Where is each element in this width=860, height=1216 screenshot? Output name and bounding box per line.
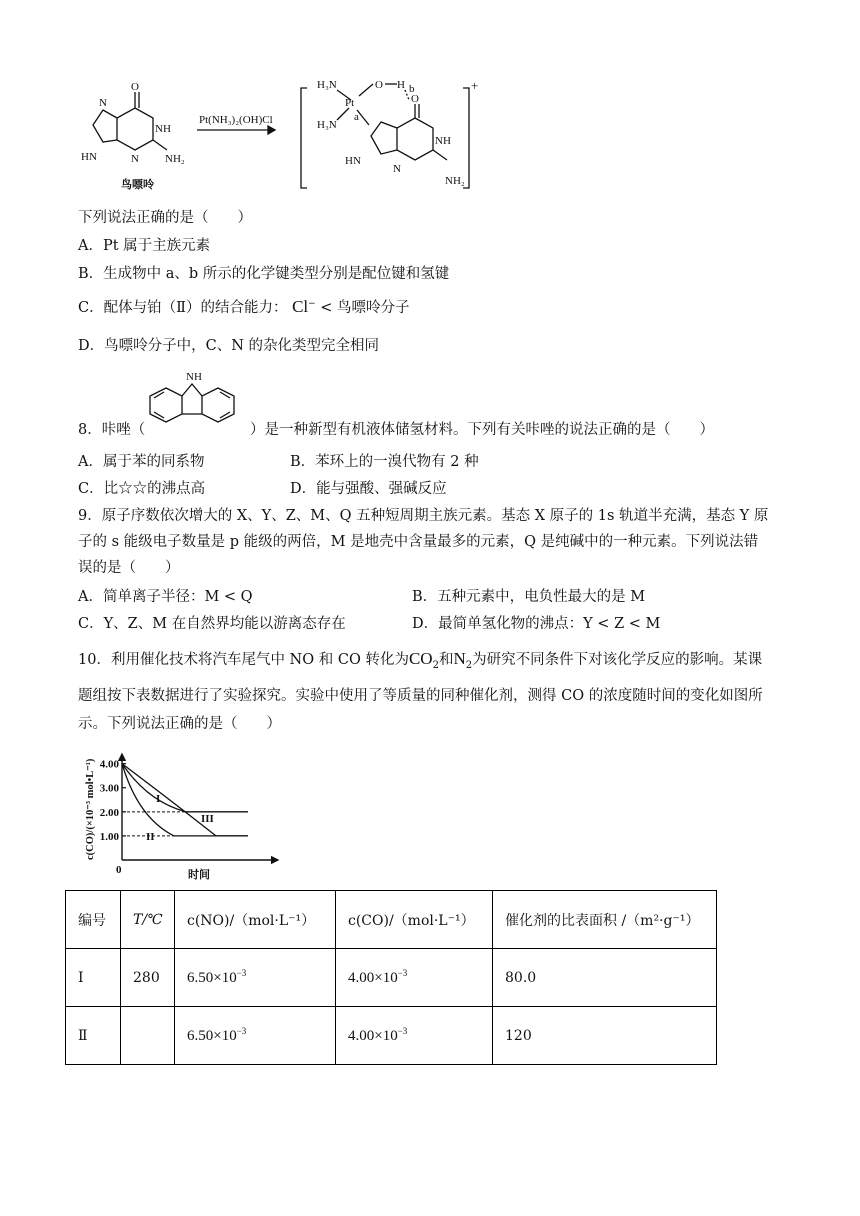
q7-option-c	[78, 296, 410, 317]
no-exponent: −3	[236, 968, 247, 978]
q7-option-b: B．生成物中 a、b 所示的化学键类型分别是配位键和氢键	[78, 266, 450, 282]
series-label: I	[156, 793, 161, 805]
series-I-line	[122, 764, 248, 836]
table-row	[66, 1007, 717, 1065]
chloride-charge: −	[308, 299, 316, 310]
cell-co: $4.00\times 10^{-3}$	[336, 949, 493, 1007]
q9-option-c: C．Y、Z、M 在自然界均能以游离态存在	[78, 616, 346, 632]
q8-option-d: D．能与强酸、强碱反应	[290, 481, 447, 497]
table-row	[66, 949, 717, 1007]
table-header-row	[66, 891, 717, 949]
q7-option-a: A．Pt 属于主族元素	[78, 238, 211, 254]
b-label: b	[409, 83, 415, 95]
h3n-label: H₃N	[317, 79, 337, 91]
q9-line1: 9．原子序数依次增大的 X、Y、Z、M、Q 五种短周期主族元素。基态 X 原子的 1s 轨道半充满，基态 Y 原	[78, 508, 769, 524]
x-axis-label: 时间	[188, 868, 210, 881]
hn-label: HN	[81, 151, 97, 163]
reactant-name: 鸟嘌呤	[121, 178, 154, 191]
co-exponent: −3	[397, 1026, 408, 1036]
series-II-line	[122, 764, 248, 836]
cell-co: $4.00\times 10^{-3}$	[336, 1007, 493, 1065]
charge-label: +	[471, 78, 479, 93]
q8-prefix: 8．咔唑（	[78, 422, 146, 438]
cell-id: Ⅱ	[66, 1007, 121, 1065]
q10-line1b: 为研究不同条件下对该化学反应的影响。某课	[472, 652, 763, 668]
no-exponent: −3	[236, 1026, 247, 1036]
y-tick-label: 3.00	[99, 782, 119, 795]
q10-line3: 示。下列说法正确的是（ ）	[78, 716, 281, 732]
co-concentration-chart	[78, 742, 288, 882]
reagent-label: Pt(NH₃)₂(OH)Cl	[199, 114, 273, 126]
series-label: II	[146, 831, 155, 843]
hn-label: HN	[345, 155, 361, 167]
n-label: N	[99, 97, 107, 109]
cell-no: $6.50\times 10^{-3}$	[175, 949, 336, 1007]
y-tick-label: 2.00	[99, 806, 119, 819]
nh2-label: NH₂	[445, 175, 465, 187]
o-label: O	[131, 81, 139, 93]
experiment-table	[65, 890, 717, 1065]
pt-label: Pt	[345, 97, 355, 109]
q8-option-b: B．苯环上的一溴代物有 2 种	[290, 454, 479, 470]
n-label: N	[131, 153, 139, 165]
no-mantissa: 6.50	[187, 970, 214, 986]
y-axis-label: c(CO)/(×10⁻³ mol•L⁻¹)	[85, 758, 96, 860]
series-label: III	[201, 813, 214, 825]
n-label: N	[393, 163, 401, 175]
header-temperature: T/℃	[121, 891, 175, 949]
q7-option-d: D．鸟嘌呤分子中，C、N 的杂化类型完全相同	[78, 338, 380, 354]
q8-option-a: A．属于苯的同系物	[78, 454, 205, 470]
q8-option-c: C．比☆☆的沸点高	[78, 481, 206, 497]
q9-option-a: A．简单离子半径：M < Q	[78, 589, 253, 605]
n2-subscript: 2	[465, 659, 473, 671]
carbazole-nh-label: NH	[186, 371, 202, 383]
nh-label: NH	[435, 135, 451, 147]
cell-id: Ⅰ	[66, 949, 121, 1007]
nh-label: NH	[155, 123, 171, 135]
cell-area: 80.0	[493, 949, 717, 1007]
reaction-scheme	[75, 70, 495, 200]
nh2-label: NH₂	[165, 153, 185, 165]
co-exponent: −3	[397, 968, 408, 978]
carbazole-structure	[142, 362, 242, 432]
a-label: a	[354, 111, 359, 123]
q7-stem: 下列说法正确的是（ ）	[78, 210, 252, 226]
series-III-line	[122, 764, 248, 812]
cell-area: 120	[493, 1007, 717, 1065]
header-id: 编号	[66, 891, 121, 949]
header-co-concentration: c(CO)/（mol·L⁻¹）	[336, 891, 493, 949]
chloride-ion: Cl	[292, 297, 309, 316]
header-surface-area: 催化剂的比表面积 /（m²·g⁻¹）	[493, 891, 717, 949]
q9-option-d: D．最简单氢化物的沸点：Y < Z < M	[412, 616, 661, 632]
co2-subscript: 2	[432, 659, 439, 671]
o-label: O	[411, 93, 419, 105]
o-label: O	[375, 79, 383, 91]
y-tick-label: 1.00	[99, 830, 119, 843]
q9-line3: 误的是（ ）	[78, 560, 180, 576]
co2-formula: CO	[408, 649, 433, 668]
q7-option-c-rest: < 鸟嘌呤分子	[315, 300, 410, 316]
co-mantissa: 4.00	[348, 1028, 375, 1044]
cell-no: $6.50\times 10^{-3}$	[175, 1007, 336, 1065]
q10-line1a: 10．利用催化技术将汽车尾气中 NO 和 CO 转化为	[78, 652, 409, 668]
co-mantissa: 4.00	[348, 970, 375, 986]
h-label: H	[397, 79, 405, 91]
q10-line2: 题组按下表数据进行了实验探究。实验中使用了等质量的同种催化剂，测得 CO 的浓度随时间的变化如图所	[78, 688, 763, 704]
y-tick-label: 4.00	[99, 758, 119, 771]
q10-line1	[78, 648, 762, 671]
origin-label: 0	[116, 864, 122, 876]
q9-option-b: B．五种元素中，电负性最大的是 M	[412, 589, 646, 605]
no-mantissa: 6.50	[187, 1028, 214, 1044]
q9-line2: 子的 s 能级电子数量是 p 能级的两倍，M 是地壳中含量最多的元素，Q 是纯碱中的一种元素。下列说法错	[78, 534, 759, 550]
cell-temperature	[121, 1007, 175, 1065]
q8-suffix: ）是一种新型有机液体储氢材料。下列有关咔唑的说法正确的是（ ）	[250, 422, 714, 438]
q10-and: 和	[438, 652, 454, 668]
h3n-label: H₃N	[317, 119, 337, 131]
header-no-concentration: c(NO)/（mol·L⁻¹）	[175, 891, 336, 949]
q7-option-c-text: C．配体与铂（Ⅱ）的结合能力：	[78, 300, 288, 316]
n2-formula: N	[453, 649, 466, 668]
cell-temperature: 280	[121, 949, 175, 1007]
